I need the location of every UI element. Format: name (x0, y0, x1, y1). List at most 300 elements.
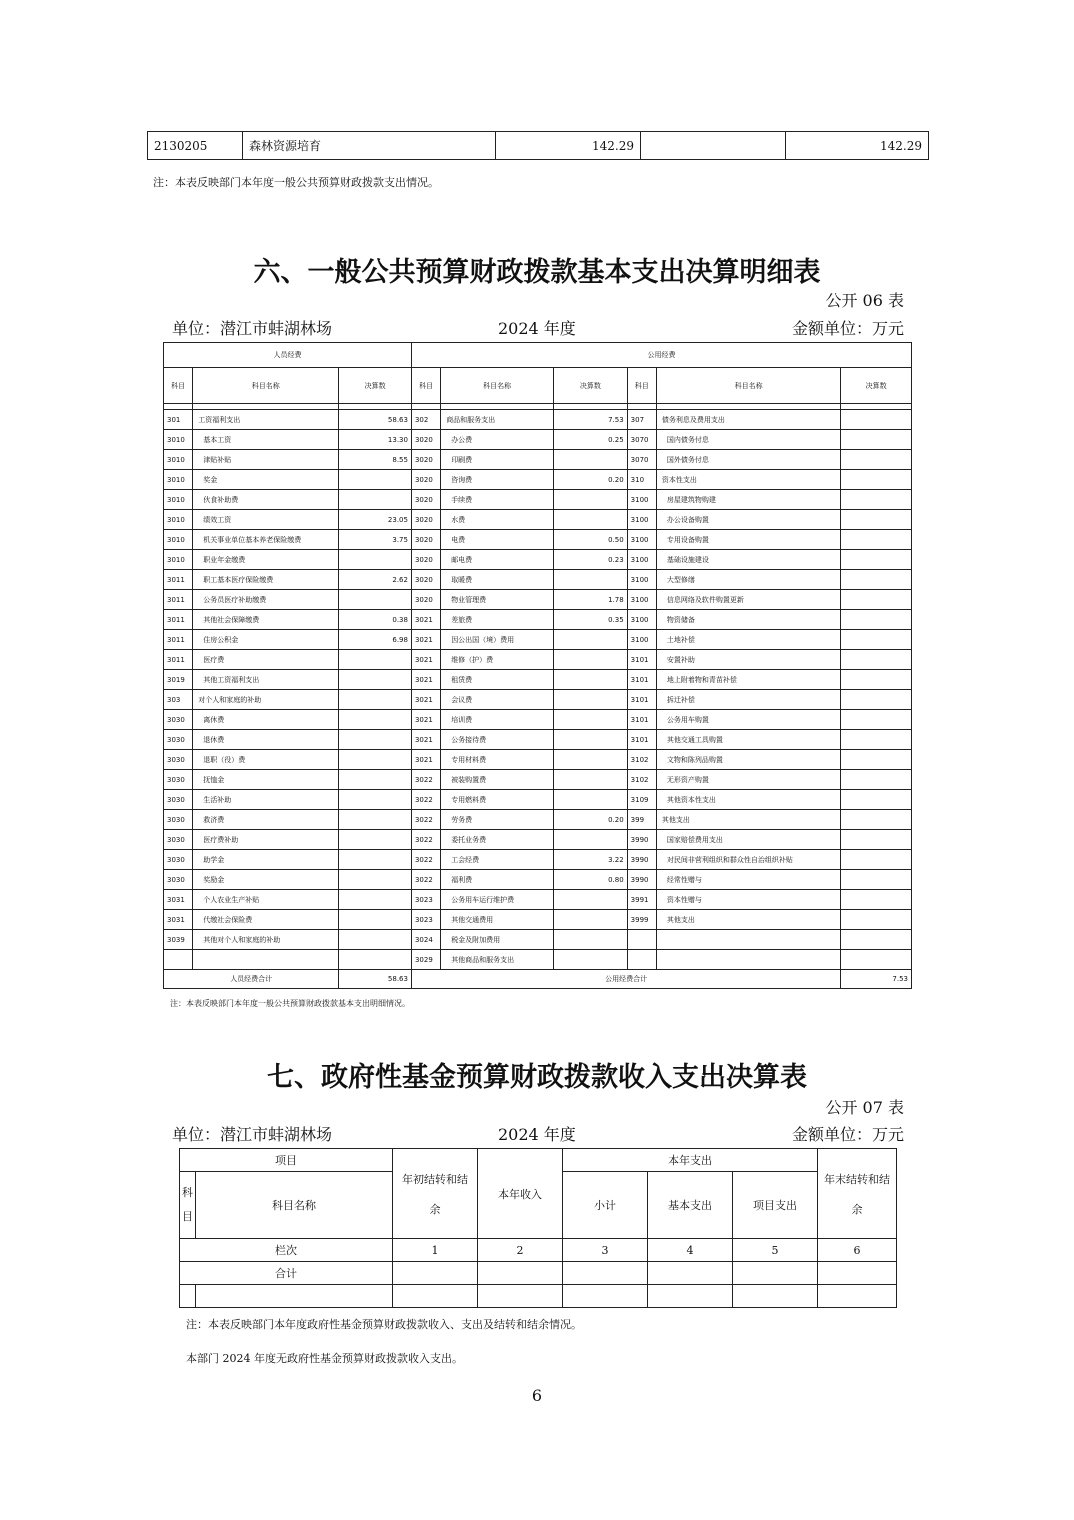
amount-cell (841, 790, 912, 810)
amount-cell (554, 630, 628, 650)
amount-cell (554, 890, 628, 910)
amount-cell (841, 670, 912, 690)
amount-cell (841, 530, 912, 550)
amount-cell: 142.29 (786, 132, 929, 160)
name-cell: 国内债务付息 (656, 430, 840, 450)
unit-label: 单位：潜江市蚌湖林场 (172, 319, 333, 338)
basic-expense-table (163, 342, 912, 989)
public-total-label: 公用经费合计 (411, 970, 840, 989)
amount-cell (841, 650, 912, 670)
amount-cell (841, 930, 912, 950)
name-cell: 因公出国（境）费用 (441, 630, 554, 650)
amount-cell (339, 910, 412, 930)
code-cell: 3011 (164, 570, 193, 590)
table-row (164, 870, 912, 890)
amount-cell: 0.35 (554, 610, 628, 630)
table-row (164, 790, 912, 810)
table-row (164, 430, 912, 450)
name-cell: 其他对个人和家庭的补助 (193, 930, 339, 950)
name-cell: 地上附着物和青苗补偿 (656, 670, 840, 690)
name-cell: 大型修缮 (656, 570, 840, 590)
code-cell: 3010 (164, 430, 193, 450)
amount-cell (841, 770, 912, 790)
name-cell: 物资储备 (656, 610, 840, 630)
table-cell (180, 1285, 196, 1308)
table-cell (733, 1285, 818, 1308)
name-cell: 医疗费 (193, 650, 339, 670)
lanci-cell: 1 (393, 1239, 478, 1262)
code-cell (627, 950, 656, 970)
amount-cell (554, 690, 628, 710)
group-header-public: 公用经费 (411, 343, 911, 368)
amount-cell: 23.05 (339, 510, 412, 530)
header-row (164, 368, 912, 404)
code-cell: 3022 (411, 790, 440, 810)
amount-cell (841, 750, 912, 770)
name-cell: 安置补助 (656, 650, 840, 670)
name-cell: 工资福利支出 (193, 410, 339, 430)
col-header-mu: 目 (182, 1210, 193, 1223)
col-header-ke: 科 (182, 1186, 193, 1199)
subject-code: 2130205 (148, 132, 243, 160)
code-cell: 3031 (164, 890, 193, 910)
code-cell: 301 (164, 410, 193, 430)
name-cell: 工会经费 (441, 850, 554, 870)
code-cell: 3101 (627, 650, 656, 670)
code-cell: 3029 (411, 950, 440, 970)
name-cell: 水费 (441, 510, 554, 530)
code-cell: 3011 (164, 630, 193, 650)
name-cell: 差旅费 (441, 610, 554, 630)
name-cell: 基础设施建设 (656, 550, 840, 570)
amount-cell (554, 710, 628, 730)
col-header-basic: 基本支出 (648, 1172, 733, 1239)
amount-cell (554, 490, 628, 510)
table-row (164, 410, 912, 430)
table-row (164, 730, 912, 750)
amount-cell: 6.98 (339, 630, 412, 650)
col-header-end-line1: 年末结转和结 (824, 1172, 890, 1186)
code-cell: 3030 (164, 830, 193, 850)
code-cell: 3030 (164, 850, 193, 870)
col-header-subject-code (180, 1172, 196, 1239)
amount-cell (554, 770, 628, 790)
name-cell: 其他交通费用 (441, 910, 554, 930)
code-cell: 3011 (164, 610, 193, 630)
name-cell: 其他资本性支出 (656, 790, 840, 810)
lanci-cell: 3 (563, 1239, 648, 1262)
amount-cell: 7.53 (554, 410, 628, 430)
name-cell: 离休费 (193, 710, 339, 730)
code-cell: 3020 (411, 570, 440, 590)
code-cell: 3020 (411, 450, 440, 470)
col-header-end (818, 1149, 897, 1239)
code-cell: 3030 (164, 790, 193, 810)
amount-cell (554, 450, 628, 470)
name-cell: 个人农业生产补贴 (193, 890, 339, 910)
amount-cell (841, 710, 912, 730)
table-cell (393, 1285, 478, 1308)
name-cell: 职业年金缴费 (193, 550, 339, 570)
code-cell: 3010 (164, 550, 193, 570)
name-cell: 其他交通工具购置 (656, 730, 840, 750)
amount-cell (554, 510, 628, 530)
total-row (180, 1262, 897, 1285)
code-cell: 307 (627, 410, 656, 430)
row-label-lanci: 栏次 (180, 1239, 393, 1262)
name-cell: 取暖费 (441, 570, 554, 590)
amount-cell (841, 490, 912, 510)
code-cell: 3101 (627, 730, 656, 750)
amount-cell (841, 910, 912, 930)
name-cell: 被装购置费 (441, 770, 554, 790)
code-cell: 3101 (627, 710, 656, 730)
name-cell: 奖金 (193, 470, 339, 490)
table-row (164, 490, 912, 510)
code-cell: 3100 (627, 510, 656, 530)
code-cell: 3991 (627, 890, 656, 910)
header-row (164, 343, 912, 368)
table-cell (648, 1285, 733, 1308)
code-cell: 3102 (627, 770, 656, 790)
amount-cell: 1.78 (554, 590, 628, 610)
amount-cell (339, 830, 412, 850)
name-cell: 专用材料费 (441, 750, 554, 770)
col-header-code: 科目 (627, 368, 656, 404)
name-cell: 公务用车运行维护费 (441, 890, 554, 910)
code-cell: 3020 (411, 490, 440, 510)
amount-cell (339, 870, 412, 890)
col-header-code: 科目 (411, 368, 440, 404)
amount-cell (841, 610, 912, 630)
table-row (164, 630, 912, 650)
code-cell: 3990 (627, 830, 656, 850)
table-row (148, 132, 929, 160)
name-cell: 绩效工资 (193, 510, 339, 530)
lanci-cell: 2 (478, 1239, 563, 1262)
name-cell: 邮电费 (441, 550, 554, 570)
code-cell: 399 (627, 810, 656, 830)
name-cell: 对个人和家庭的补助 (193, 690, 339, 710)
code-cell: 3022 (411, 870, 440, 890)
amount-cell (339, 490, 412, 510)
amount-cell (554, 950, 628, 970)
name-cell: 资本性支出 (656, 470, 840, 490)
name-cell: 医疗费补助 (193, 830, 339, 850)
code-cell: 3010 (164, 490, 193, 510)
col-header-begin-line1: 年初结转和结 (402, 1172, 468, 1186)
amount-cell (841, 470, 912, 490)
amount-cell (554, 930, 628, 950)
name-cell: 咨询费 (441, 470, 554, 490)
amount-cell: 0.50 (554, 530, 628, 550)
col-header-name: 科目名称 (193, 368, 339, 404)
amount-cell (554, 650, 628, 670)
name-cell: 拆迁补偿 (656, 690, 840, 710)
amount-cell (841, 590, 912, 610)
code-cell: 3021 (411, 610, 440, 630)
amount-cell (339, 790, 412, 810)
name-cell: 资本性赠与 (656, 890, 840, 910)
code-cell: 3023 (411, 890, 440, 910)
table-note: 注：本表反映部门本年度政府性基金预算财政拨款收入、支出及结转和结余情况。 (186, 1318, 582, 1331)
amount-cell: 2.62 (339, 570, 412, 590)
name-cell: 租赁费 (441, 670, 554, 690)
code-cell: 3070 (627, 450, 656, 470)
name-cell: 津贴补贴 (193, 450, 339, 470)
code-cell: 3039 (164, 930, 193, 950)
table-row (164, 570, 912, 590)
name-cell: 福利费 (441, 870, 554, 890)
name-cell: 委托业务费 (441, 830, 554, 850)
row-label-total: 合计 (180, 1262, 393, 1285)
code-cell: 3020 (411, 470, 440, 490)
col-header-income: 本年收入 (478, 1149, 563, 1239)
code-cell: 3100 (627, 490, 656, 510)
lanci-cell: 6 (818, 1239, 897, 1262)
name-cell: 公务接待费 (441, 730, 554, 750)
table-cell (478, 1285, 563, 1308)
code-cell: 3020 (411, 510, 440, 530)
name-cell: 退职（役）费 (193, 750, 339, 770)
year-label: 2024 年度 (498, 1125, 576, 1144)
table-cell (196, 1285, 393, 1308)
amount-cell (339, 930, 412, 950)
table-cell (733, 1262, 818, 1285)
section-title: 六、一般公共预算财政拨款基本支出决算明细表 (253, 257, 821, 288)
amount-cell (841, 630, 912, 650)
table-row (180, 1285, 897, 1308)
col-header-amount: 决算数 (554, 368, 628, 404)
subject-name: 森林资源培育 (243, 132, 496, 160)
amount-cell (841, 570, 912, 590)
code-cell: 3100 (627, 610, 656, 630)
year-label: 2024 年度 (498, 319, 576, 338)
amount-cell (841, 830, 912, 850)
code-cell: 3101 (627, 670, 656, 690)
name-cell: 机关事业单位基本养老保险缴费 (193, 530, 339, 550)
col-header-project: 项目 (180, 1149, 393, 1172)
amount-cell (339, 950, 412, 970)
code-cell: 3021 (411, 730, 440, 750)
name-cell: 印刷费 (441, 450, 554, 470)
col-header-begin-line2: 余 (429, 1202, 441, 1216)
table-row (164, 910, 912, 930)
amount-cell (841, 870, 912, 890)
col-header-name: 科目名称 (656, 368, 840, 404)
amount-cell (339, 770, 412, 790)
code-cell: 3030 (164, 810, 193, 830)
code-cell: 3010 (164, 450, 193, 470)
col-header-begin (393, 1149, 478, 1239)
code-cell (627, 930, 656, 950)
name-cell: 公务用车购置 (656, 710, 840, 730)
name-cell: 无形资产购置 (656, 770, 840, 790)
table-row (164, 770, 912, 790)
name-cell: 抚恤金 (193, 770, 339, 790)
code-cell: 3021 (411, 670, 440, 690)
code-cell: 3010 (164, 470, 193, 490)
code-cell: 3011 (164, 590, 193, 610)
code-cell: 3011 (164, 650, 193, 670)
table-row (164, 650, 912, 670)
code-cell: 3010 (164, 530, 193, 550)
name-cell: 救济费 (193, 810, 339, 830)
code-cell: 3024 (411, 930, 440, 950)
code-cell: 3101 (627, 690, 656, 710)
table-cell (818, 1285, 897, 1308)
table-row (164, 750, 912, 770)
code-cell: 3022 (411, 830, 440, 850)
name-cell: 手续费 (441, 490, 554, 510)
table-cell (393, 1262, 478, 1285)
amount-cell: 0.80 (554, 870, 628, 890)
name-cell: 会议费 (441, 690, 554, 710)
code-cell: 3022 (411, 810, 440, 830)
amount-cell: 0.25 (554, 430, 628, 450)
col-header-amount: 决算数 (841, 368, 912, 404)
amount-cell (339, 850, 412, 870)
code-cell: 3021 (411, 750, 440, 770)
amount-cell (841, 730, 912, 750)
amount-cell (554, 670, 628, 690)
name-cell: 电费 (441, 530, 554, 550)
table-row (164, 810, 912, 830)
col-header-subject-name: 科目名称 (196, 1172, 393, 1239)
name-cell: 国外债务付息 (656, 450, 840, 470)
amount-cell: 13.30 (339, 430, 412, 450)
amount-cell: 58.63 (339, 410, 412, 430)
code-cell: 3100 (627, 530, 656, 550)
name-cell: 助学金 (193, 850, 339, 870)
table-row (164, 710, 912, 730)
amount-cell (339, 690, 412, 710)
code-cell: 3020 (411, 550, 440, 570)
amount-cell (841, 550, 912, 570)
gov-fund-table (179, 1148, 897, 1308)
col-header-amount: 决算数 (339, 368, 412, 404)
header-row (180, 1149, 897, 1172)
table-cell (563, 1262, 648, 1285)
code-cell: 3019 (164, 670, 193, 690)
name-cell: 房屋建筑物购建 (656, 490, 840, 510)
name-cell: 其他支出 (656, 910, 840, 930)
amount-cell: 3.75 (339, 530, 412, 550)
name-cell: 办公设备购置 (656, 510, 840, 530)
page-number: 6 (531, 1386, 543, 1405)
code-cell: 3021 (411, 630, 440, 650)
code-cell: 3010 (164, 510, 193, 530)
name-cell (656, 930, 840, 950)
code-cell: 3999 (627, 910, 656, 930)
table-row (164, 550, 912, 570)
table-row (164, 590, 912, 610)
name-cell: 伙食补助费 (193, 490, 339, 510)
table-note: 注：本表反映部门本年度一般公共预算财政拨款基本支出明细情况。 (170, 999, 410, 1008)
code-cell: 3030 (164, 730, 193, 750)
public-total-value: 7.53 (841, 970, 912, 989)
lanci-cell: 5 (733, 1239, 818, 1262)
amount-cell (339, 810, 412, 830)
no-data-note: 本部门 2024 年度无政府性基金预算财政拨款收入支出。 (186, 1352, 463, 1365)
amount-cell: 0.20 (554, 470, 628, 490)
table-row (164, 610, 912, 630)
name-cell: 经常性赠与 (656, 870, 840, 890)
col-header-subtotal: 小计 (563, 1172, 648, 1239)
code-cell: 3020 (411, 430, 440, 450)
code-cell: 3021 (411, 710, 440, 730)
amount-cell (554, 730, 628, 750)
name-cell: 其他支出 (656, 810, 840, 830)
amount-cell (841, 810, 912, 830)
amount-cell (841, 950, 912, 970)
col-header-expense: 本年支出 (563, 1149, 818, 1172)
table-row (164, 530, 912, 550)
amount-cell: 0.20 (554, 810, 628, 830)
table-row (164, 830, 912, 850)
amount-cell (339, 590, 412, 610)
table-note: 注：本表反映部门本年度一般公共预算财政拨款支出情况。 (153, 176, 439, 189)
personnel-total-value: 58.63 (339, 970, 412, 989)
amount-cell: 142.29 (496, 132, 641, 160)
amount-cell (339, 650, 412, 670)
amount-cell (841, 690, 912, 710)
amount-cell (554, 570, 628, 590)
amount-cell (339, 730, 412, 750)
name-cell: 对民间非营利组织和群众性自治组织补贴 (656, 850, 840, 870)
amount-cell (554, 910, 628, 930)
name-cell: 其他商品和服务支出 (441, 950, 554, 970)
name-cell: 公务员医疗补助缴费 (193, 590, 339, 610)
code-cell: 3100 (627, 550, 656, 570)
name-cell: 税金及附加费用 (441, 930, 554, 950)
name-cell: 文物和陈列品购置 (656, 750, 840, 770)
table-cell (818, 1262, 897, 1285)
name-cell: 维修（护）费 (441, 650, 554, 670)
code-cell: 3022 (411, 850, 440, 870)
code-cell: 3030 (164, 870, 193, 890)
code-cell: 3030 (164, 750, 193, 770)
name-cell: 物业管理费 (441, 590, 554, 610)
table-row (164, 930, 912, 950)
code-cell: 3102 (627, 750, 656, 770)
code-cell (164, 950, 193, 970)
amount-cell (841, 890, 912, 910)
code-cell: 3023 (411, 910, 440, 930)
table-cell (648, 1262, 733, 1285)
table-row (164, 850, 912, 870)
amount-cell (339, 710, 412, 730)
amount-cell (841, 410, 912, 430)
section-title: 七、政府性基金预算财政拨款收入支出决算表 (267, 1062, 807, 1093)
name-cell: 国家赔偿费用支出 (656, 830, 840, 850)
code-cell: 3022 (411, 770, 440, 790)
amount-unit-label: 金额单位：万元 (791, 1125, 904, 1144)
code-cell: 3100 (627, 630, 656, 650)
name-cell: 生活补助 (193, 790, 339, 810)
table-cell (563, 1285, 648, 1308)
name-cell: 住房公积金 (193, 630, 339, 650)
name-cell: 其他工资福利支出 (193, 670, 339, 690)
amount-cell (339, 470, 412, 490)
name-cell: 其他社会保障缴费 (193, 610, 339, 630)
group-header-personnel: 人员经费 (164, 343, 412, 368)
table-row (164, 950, 912, 970)
code-cell: 302 (411, 410, 440, 430)
code-cell: 3070 (627, 430, 656, 450)
code-cell: 3021 (411, 690, 440, 710)
amount-cell-empty (641, 132, 786, 160)
